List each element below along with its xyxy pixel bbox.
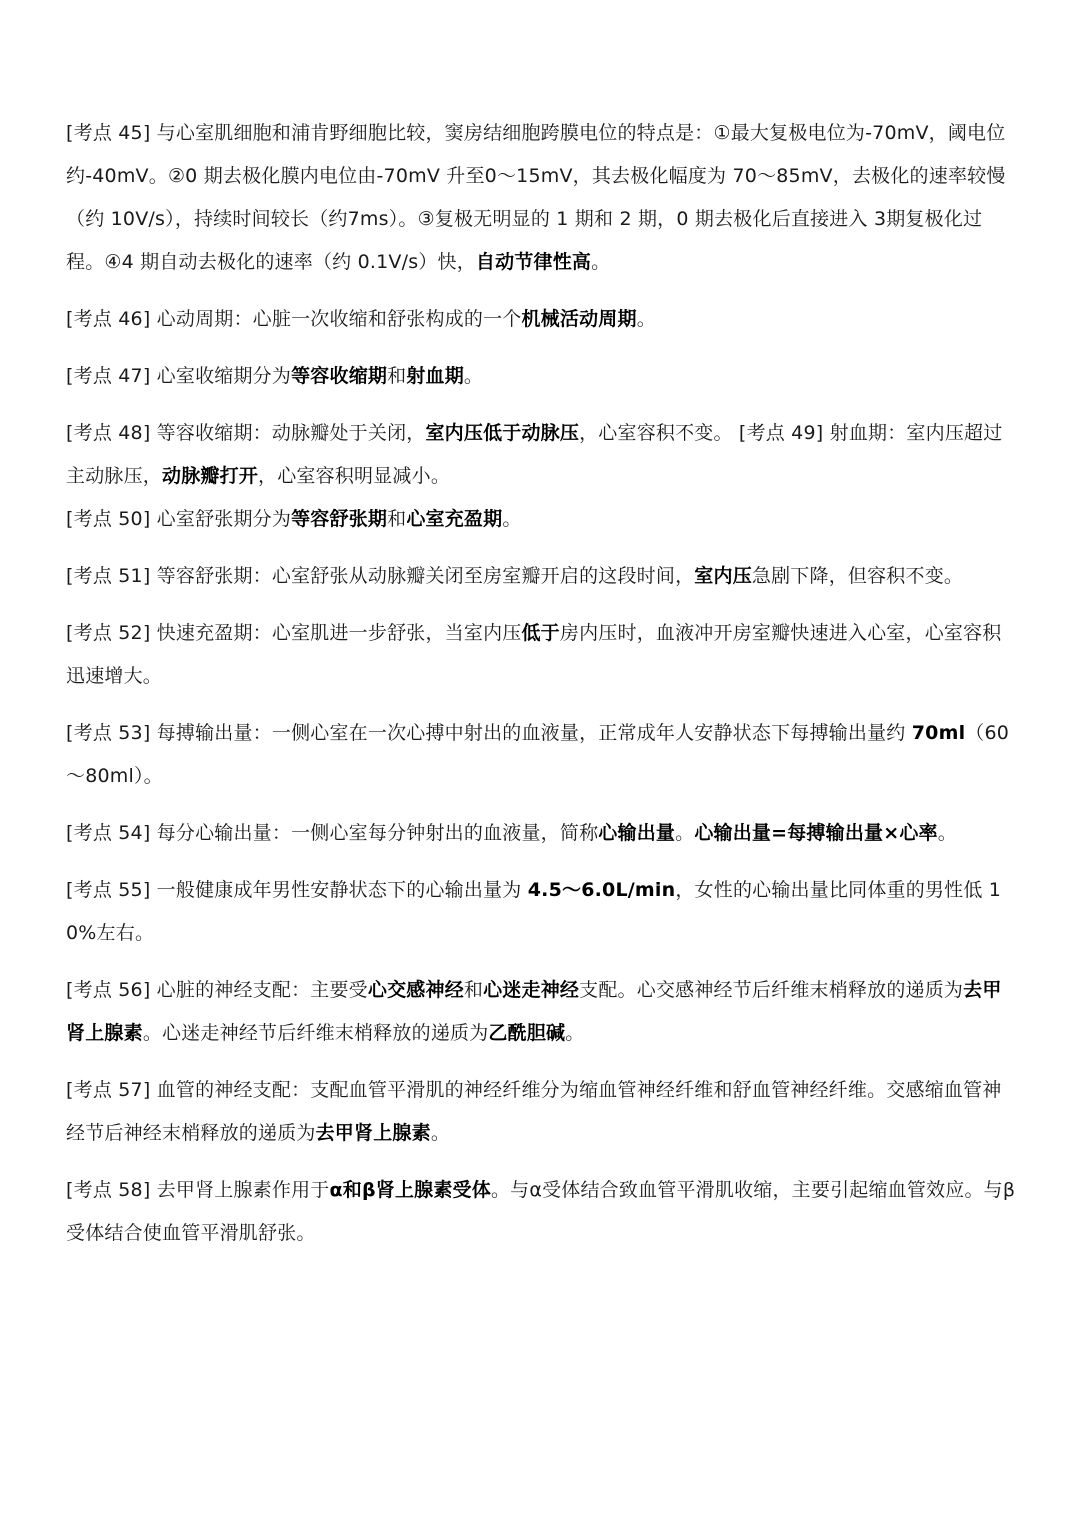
paragraph-53 — [66, 712, 1016, 798]
body-text: [考点 55] 一般健康成年男性安静状态下的心输出量为 — [66, 879, 528, 901]
body-text: [考点 53] 每搏输出量：一侧心室在一次心搏中射出的血液量，正常成年人安静状态下每搏输出量约 — [66, 722, 912, 744]
emphasized-text: 乙酰胆碱 — [488, 1022, 566, 1044]
body-text: 。 — [463, 365, 484, 387]
paragraph-50 — [66, 498, 1016, 541]
body-text: 和 — [387, 365, 407, 387]
emphasized-text: 机械活动周期 — [521, 308, 637, 330]
emphasized-text: 4.5～6.0L/min — [527, 879, 676, 901]
emphasized-text: 心输出量 — [598, 822, 676, 844]
body-text: [考点 48] 等容收缩期：动脉瓣处于关闭， — [66, 422, 426, 444]
paragraph-57 — [66, 1069, 1016, 1155]
body-text: 。 — [430, 1122, 451, 1144]
body-text: 和 — [387, 508, 407, 530]
document-page — [66, 112, 1016, 1269]
paragraph-56 — [66, 969, 1016, 1055]
emphasized-text: α和β肾上腺素受体 — [329, 1179, 491, 1201]
body-text: 。 — [591, 251, 611, 273]
emphasized-text: 动脉瓣打开 — [162, 465, 259, 487]
body-text: 。 — [502, 508, 522, 530]
body-text: [考点 50] 心室舒张期分为 — [66, 508, 292, 530]
emphasized-text: 射血期 — [406, 365, 464, 387]
body-text: [考点 57] 血管的神经支配：支配血管平滑肌的神经纤维分为缩血管神经纤维和舒血管神经纤维。交感缩血管神经节后神经末梢释放的递质为 — [66, 1079, 1002, 1144]
emphasized-text: 室内压低于动脉压 — [425, 422, 580, 444]
emphasized-text: 心迷走神经 — [483, 979, 580, 1001]
body-text: 急剧下降，但容积不变。 — [751, 565, 964, 587]
body-text: 房内压时，血液冲开房室瓣快速进入心室，心室容积迅速增大。 — [66, 622, 1002, 687]
paragraph-47 — [66, 355, 1016, 398]
paragraph-58 — [66, 1169, 1016, 1255]
body-text: [考点 56] 心脏的神经支配：主要受 — [66, 979, 368, 1001]
body-text: ，心室容积明显减小。 — [258, 465, 451, 487]
emphasized-text: 70ml — [911, 722, 966, 744]
paragraph-48-49 — [66, 412, 1016, 498]
emphasized-text: 等容舒张期 — [291, 508, 388, 530]
body-text: 。心迷走神经节后纤维末梢释放的递质为 — [142, 1022, 489, 1044]
paragraph-46 — [66, 298, 1016, 341]
body-text: 支配。心交感神经节后纤维末梢释放的递质为 — [579, 979, 964, 1001]
paragraph-55 — [66, 869, 1016, 955]
emphasized-text: 低于 — [521, 622, 560, 644]
body-text: [考点 45] 与心室肌细胞和浦肯野细胞比较，窦房结细胞跨膜电位的特点是：①最大复极电位为-70mV，阈电位约-40mV。②0 期去极化膜内电位由-70mV 升至0～15mV，其去极化幅度为 70～85mV，去极化的速率较慢（约 10V/s），持续时间较长（约7ms）。③复极无明显的 1 期和 2 期，0 期去极化后直接进入 3期复极化过程。④4 期自动去极化的速率（约 0.1V/s）快， — [66, 122, 1006, 273]
body-text: [考点 54] 每分心输出量：一侧心室每分钟射出的血液量，简称 — [66, 822, 599, 844]
body-text: ，女性的心输出量比同体重的男性低 10%左右。 — [66, 879, 1002, 944]
emphasized-text: 去甲肾上腺素 — [315, 1122, 431, 1144]
body-text: ，心室容积不变。 [考点 49] 射血期：室内压超过主动脉压， — [66, 422, 1003, 487]
emphasized-text: 心室充盈期 — [406, 508, 503, 530]
body-text: 。 — [675, 822, 695, 844]
body-text: 。 — [636, 308, 656, 330]
body-text: [考点 46] 心动周期：心脏一次收缩和舒张构成的一个 — [66, 308, 522, 330]
paragraph-54 — [66, 812, 1016, 855]
body-text: 。 — [565, 1022, 585, 1044]
paragraph-52 — [66, 612, 1016, 698]
body-text: [考点 52] 快速充盈期：心室肌进一步舒张，当室内压 — [66, 622, 522, 644]
body-text: 和 — [463, 979, 484, 1001]
emphasized-text: 心交感神经 — [367, 979, 464, 1001]
body-text: [考点 58] 去甲肾上腺素作用于 — [66, 1179, 330, 1201]
body-text: 。 — [937, 822, 957, 844]
emphasized-text: 等容收缩期 — [291, 365, 388, 387]
paragraph-51 — [66, 555, 1016, 598]
body-text: （60～80ml）。 — [66, 722, 1010, 787]
body-text: [考点 47] 心室收缩期分为 — [66, 365, 292, 387]
paragraph-45 — [66, 112, 1016, 284]
emphasized-text: 室内压 — [694, 565, 752, 587]
emphasized-text: 自动节律性高 — [475, 251, 592, 273]
emphasized-text: 心输出量=每搏输出量×心率 — [694, 822, 938, 844]
body-text: [考点 51] 等容舒张期：心室舒张从动脉瓣关闭至房室瓣开启的这段时间， — [66, 565, 695, 587]
emphasized-text: 去甲肾上腺素 — [66, 979, 1002, 1044]
body-text: 。与α受体结合致血管平滑肌收缩，主要引起缩血管效应。与β受体结合使血管平滑肌舒张。 — [66, 1179, 1016, 1244]
